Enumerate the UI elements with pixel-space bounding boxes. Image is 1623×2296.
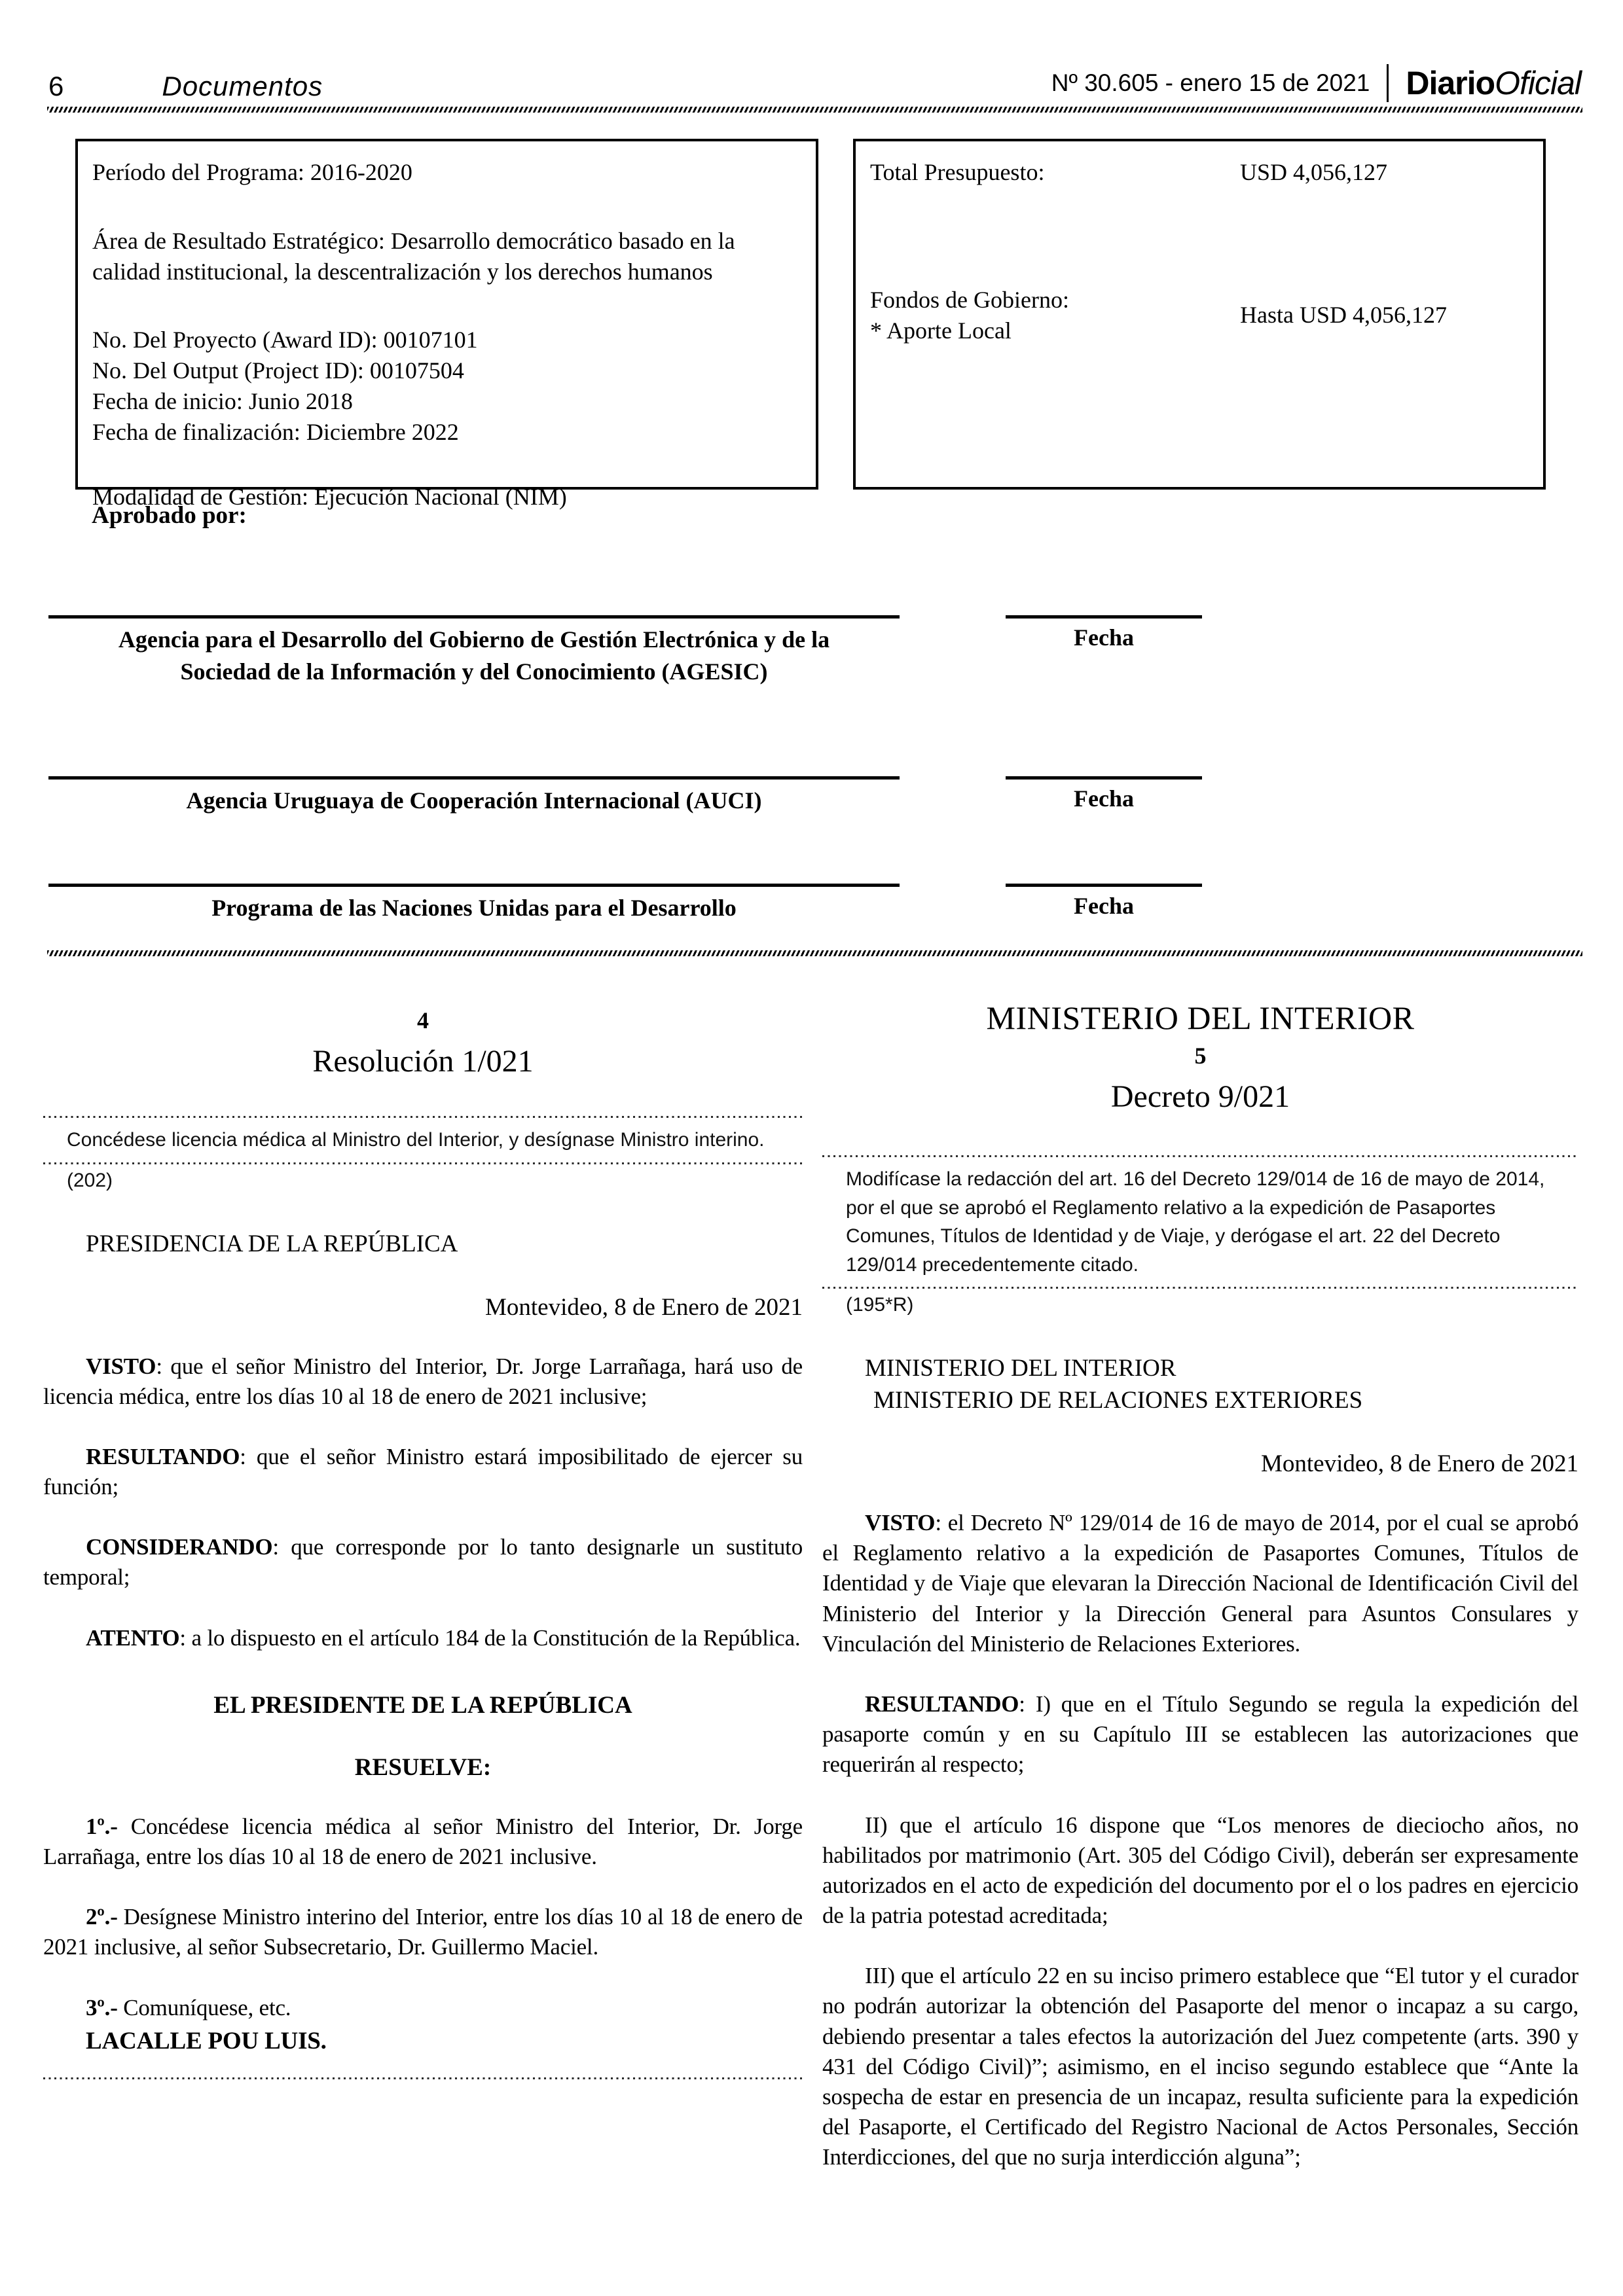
documents-columns [43,982,1578,2173]
resolution-lead: 2º.- [86,1904,118,1930]
program-management-mode: Modalidad de Gestión: Ejecución Nacional (NIM) [92,483,567,510]
paragraph-lead: RESULTANDO [865,1691,1019,1717]
issuer-presidencia: PRESIDENCIA DE LA REPÚBLICA [86,1230,458,1257]
signature-row-agesic [48,615,1202,687]
signature-row-pnud [48,884,1202,924]
dateline: Montevideo, 8 de Enero de 2021 [1261,1450,1578,1477]
resolution-lead: 1º.- [86,1813,118,1839]
paragraph-resultando [43,1442,803,1502]
signature-name-line1: Agencia para el Desarrollo del Gobierno de Gestión Electrónica y de la [118,626,830,653]
paragraph-lead: ATENTO [86,1624,180,1651]
budget-total-label: Total Presupuesto: [870,159,1045,185]
budget-funds-value: Hasta USD 4,056,127 [1240,302,1447,329]
paragraph-lead: RESULTANDO [86,1443,240,1469]
gazette-logo-italic: Oficial [1495,65,1581,101]
article-summary: Modifícase la redacción del art. 16 del Decreto 129/014 de 16 de mayo de 2014, por el que se aprobó el Reglamento relativo a la expedición de Pasaportes Comunes, Títulos de Identidad y de Viaje, y derógase el art. 22 del Decreto 129/014 precedentemente citado. [846,1168,1545,1276]
summary-rule-bottom [43,1162,803,1164]
resolution-item-3 [43,1993,803,2023]
masthead [48,64,1581,102]
resolution-text: Desígnese Ministro interino del Interior, entre los días 10 al 18 de enero de 2021 inclusive, al señor Subsecretario, Dr. Guillermo Maciel. [43,1904,803,1960]
masthead-right [1051,64,1581,102]
paragraph-resultando [822,1689,1578,1780]
program-strategic-area: Área de Resultado Estratégico: Desarrollo democrático basado en la calidad institucional, la descentralización y los derechos humanos [92,227,735,285]
signature-name [48,615,900,687]
issuer-exteriores: MINISTERIO DE RELACIONES EXTERIORES [873,1387,1363,1414]
budget-funds-label-line2: * Aporte Local [870,317,1012,344]
paragraph-item-ii [822,1810,1578,1931]
dotted-separator-top [47,107,1582,113]
article-ref: (195*R) [846,1294,914,1316]
paragraph-text: : que corresponde por lo tanto designarle un sustituto temporal; [43,1534,803,1590]
signature-row-auci [48,776,1202,817]
signature-name [48,884,900,924]
program-project-id: No. Del Output (Project ID): 00107504 [92,357,464,384]
budget-funds-label [870,285,1240,346]
resolution-text: Comuníquese, etc. [117,1994,291,2020]
paragraph-visto [43,1352,803,1412]
paragraph-lead: VISTO [865,1510,936,1535]
article-end-rule [43,2077,803,2079]
paragraph-lead: CONSIDERANDO [86,1534,273,1560]
gazette-logo-bold: Diario [1406,65,1495,101]
budget-funds-label-line1: Fondos de Gobierno: [870,286,1069,313]
paragraph-lead: VISTO [86,1353,156,1379]
budget-total-value: USD 4,056,127 [1240,159,1388,185]
resolution-lead: 3º.- [86,1994,118,2020]
budget-total-row [870,157,1529,188]
signature-name-line2: Sociedad de la Información y del Conocimiento (AGESIC) [180,658,768,685]
article-resolucion-1-021 [43,982,803,2173]
approved-by-label: Aprobado por: [92,502,247,529]
ministry-heading: MINISTERIO DEL INTERIOR [986,999,1415,1036]
summary-rule-bottom [822,1287,1578,1289]
article-ref: (202) [67,1169,113,1191]
gazette-logo [1406,64,1581,102]
masthead-left [48,71,323,102]
masthead-divider [1387,64,1389,102]
issuer-interior: MINISTERIO DEL INTERIOR [865,1355,1176,1382]
article-summary: Concédese licencia médica al Ministro del Interior, y desígnase Ministro interino. [67,1129,765,1151]
resolution-item-1 [43,1812,803,1872]
article-number: 5 [1194,1043,1207,1069]
paragraph-text: : a lo dispuesto en el artículo 184 de la Constitución de la República. [179,1624,801,1651]
page-number: 6 [48,71,64,101]
dateline: Montevideo, 8 de Enero de 2021 [485,1293,803,1321]
article-number: 4 [417,1007,429,1033]
heading-president: EL PRESIDENTE DE LA REPÚBLICA [213,1691,632,1719]
program-start-date: Fecha de inicio: Junio 2018 [92,387,353,414]
program-box [75,139,818,510]
paragraph-visto [822,1508,1578,1659]
budget-funds-row [870,285,1529,346]
program-period: Período del Programa: 2016-2020 [92,159,412,185]
resolution-item-2 [43,1902,803,1962]
paragraph-atento [43,1623,803,1653]
program-award-id: No. Del Proyecto (Award ID): 00107101 [92,327,478,353]
paragraph-considerando [43,1532,803,1592]
dotted-separator-mid [47,950,1582,956]
signature-author: LACALLE POU LUIS. [86,2027,327,2054]
paragraph-text: : I) que en el Título Segundo se regula la expedición del pasaporte común y en su Capítulo III se establecen las autorizaciones que requerirán al respecto; [822,1691,1578,1778]
article-decreto-9-021 [822,982,1578,2173]
program-end-date: Fecha de finalización: Diciembre 2022 [92,418,459,445]
paragraph-text: : el Decreto Nº 129/014 de 16 de mayo de 2014, por el cual se aprobó el Reglamento relativo a la expedición de Pasaportes Comunes, Títulos de Identidad y de Viaje que elevaran la Dirección Nacional de Identificación Civil del Ministerio del Interior y la Dirección General para Asuntos Consulares y Vinculación del Ministerio de Relaciones Exteriores. [822,1510,1578,1657]
section-title: Documentos [162,71,323,101]
heading-resolves: RESUELVE: [354,1753,492,1781]
signature-name-line1: Programa de las Naciones Unidas para el Desarrollo [211,895,737,921]
article-title: Decreto 9/021 [1110,1079,1290,1114]
paragraph-item-iii [822,1961,1578,2172]
paragraph-text: : que el señor Ministro estará imposibilitado de ejercer su función; [43,1443,803,1500]
paragraph-text: II) que el artículo 16 dispone que “Los menores de dieciocho años, no habilitados por matrimonio (Art. 305 del Código Civil), deberán ser expresamente autorizados en el acto de expedición del documento por el o los padres en ejercicio de la patria potestad acreditada; [822,1812,1578,1929]
issue-label: Nº 30.605 - enero 15 de 2021 [1051,69,1370,96]
signature-name-line1: Agencia Uruguaya de Cooperación Internacional (AUCI) [186,787,762,814]
resolution-text: Concédese licencia médica al señor Ministro del Interior, Dr. Jorge Larrañaga, entre los días 10 al 18 de enero de 2021 inclusive. [43,1813,803,1869]
signature-date-label: Fecha [1006,884,1202,924]
paragraph-text: : que el señor Ministro del Interior, Dr. Jorge Larrañaga, hará uso de licencia médica, entre los días 10 al 18 de enero de 2021 inclusive; [43,1353,803,1409]
signature-date-label: Fecha [1006,776,1202,817]
paragraph-text: III) que el artículo 22 en su inciso primero establece que “El tutor y el curador no podrán autorizar la obtención del Pasaporte del menor o incapaz a su cargo, debiendo presentar a tales efectos la autorización del Juez competente (arts. 390 y 431 del Código Civil)”; asimismo, en el inciso segundo establece que “Ante la sospecha de estar en presencia de un incapaz, resulta suficiente para la expedición del Pasaporte, el Certificado del Registro Nacional de Actos Personales, Sección Interdicciones, del que no surja interdicción alguna”; [822,1963,1578,2170]
signature-name [48,776,900,817]
article-title: Resolución 1/021 [312,1044,534,1079]
signature-date-label: Fecha [1006,615,1202,687]
budget-box [853,139,1546,490]
